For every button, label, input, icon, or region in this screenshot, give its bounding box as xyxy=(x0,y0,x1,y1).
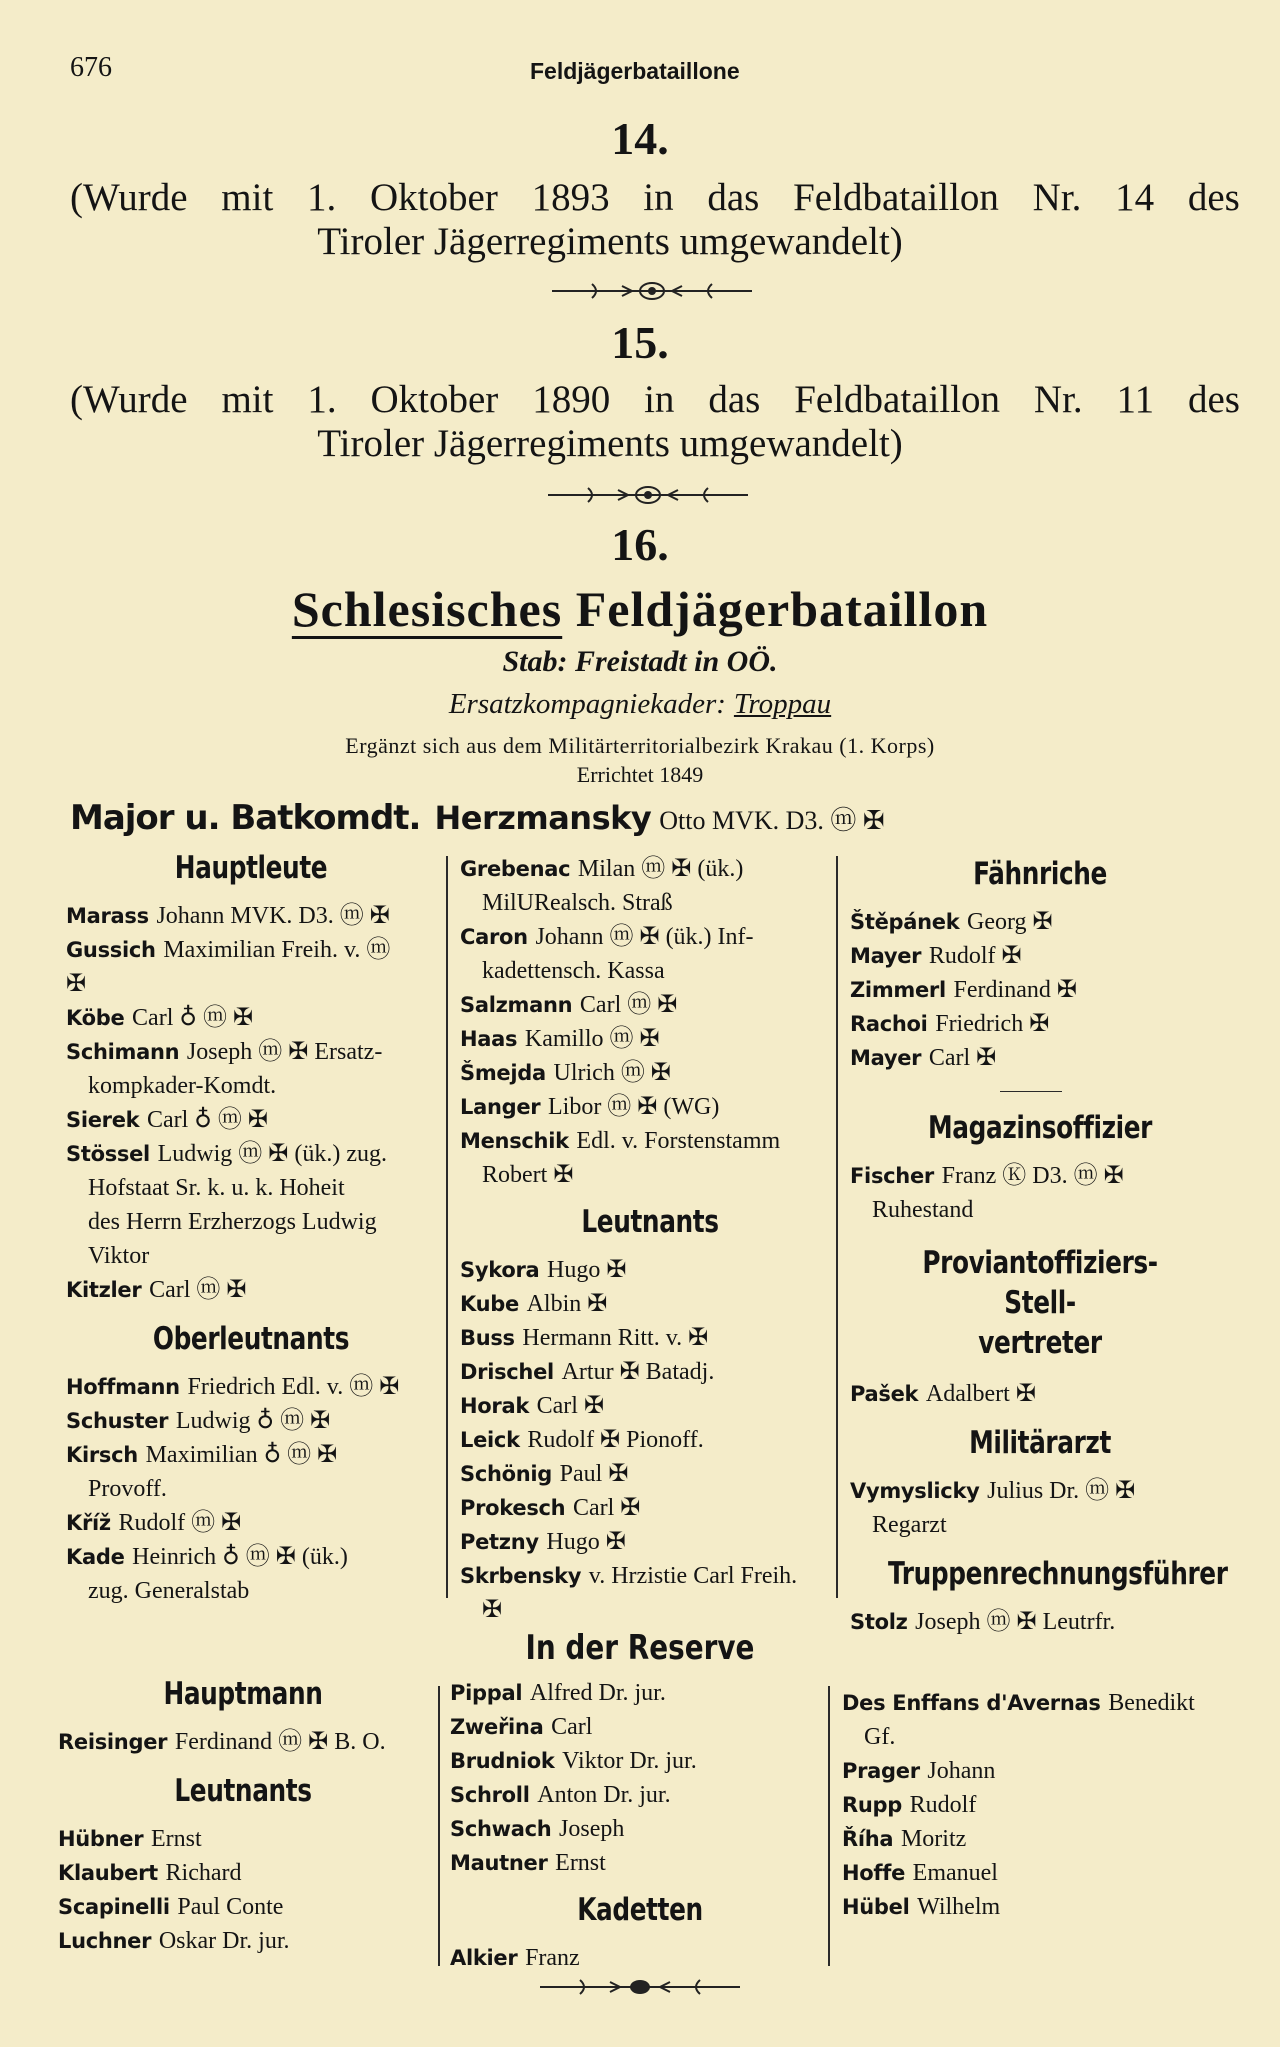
column-2 xyxy=(460,852,840,1627)
list-item xyxy=(842,1822,1242,1856)
entry-details: Joseph xyxy=(559,1816,625,1842)
note-word: Feldbataillon xyxy=(794,378,1001,421)
entry-details: des Herrn Erzherzogs Ludwig xyxy=(88,1209,377,1235)
heading-truppenrechnungsfuehrer: Truppenrechnungsführer xyxy=(888,1556,1228,1592)
surname: Köbe xyxy=(66,1006,125,1030)
note-word: 1893 xyxy=(531,176,610,219)
entry-details: Viktor xyxy=(88,1243,150,1269)
surname: Hübel xyxy=(842,1895,910,1919)
entry-details: Ludwig ♁ ⓜ ✠ xyxy=(175,1408,331,1434)
list-item xyxy=(450,1846,830,1880)
heading-in-der-reserve: In der Reserve xyxy=(525,1628,755,1668)
note-word: 11 xyxy=(1116,378,1155,421)
entry-details: Heinrich ♁ ⓜ ✠ (ük.) xyxy=(132,1544,348,1570)
list-item xyxy=(850,1041,1230,1075)
list-item xyxy=(460,1423,840,1457)
note-word: 14 xyxy=(1115,176,1155,219)
surname: Prager xyxy=(842,1759,920,1783)
list-item xyxy=(460,1559,840,1593)
surname: Alkier xyxy=(450,1946,518,1970)
surname: Mayer xyxy=(850,1046,922,1070)
list-proviantoffizier xyxy=(850,1377,1230,1411)
entry-details: Gf. xyxy=(864,1724,896,1750)
note-word: mit xyxy=(221,176,274,219)
surname: Rachoi xyxy=(850,1012,928,1036)
list-item xyxy=(450,1710,830,1744)
note-word: das xyxy=(708,378,761,421)
surname: Hoffe xyxy=(842,1861,906,1885)
surname: Petzny xyxy=(460,1530,539,1554)
entry-details: Hugo ✠ xyxy=(547,1257,627,1283)
short-rule xyxy=(1000,1091,1062,1092)
list-item xyxy=(460,1158,840,1192)
surname: Šmejda xyxy=(460,1061,546,1085)
note-word: Nr. xyxy=(1033,378,1083,421)
surname: Hoffmann xyxy=(66,1375,180,1399)
heading-proviant-b: vertreter xyxy=(978,1325,1102,1361)
list-item xyxy=(850,905,1230,939)
ersatz-line xyxy=(0,688,1280,721)
heading-kadetten: Kadetten xyxy=(577,1892,703,1928)
note-word: 1890 xyxy=(532,378,611,421)
surname: Leick xyxy=(460,1428,520,1452)
list-leutnants xyxy=(460,1253,840,1627)
note-word: in xyxy=(643,176,674,219)
list-item xyxy=(460,1525,840,1559)
entry-details: Franz Ⓚ D3. ⓜ ✠ xyxy=(941,1163,1124,1189)
list-item xyxy=(842,1720,1242,1754)
list-item xyxy=(460,1593,840,1627)
surname: Kitzler xyxy=(66,1278,142,1302)
erganzt-line: Ergänzt sich aus dem Militärterritorialbezirk Krakau (1. Korps) xyxy=(345,733,935,758)
entry-details: Johann ⓜ ✠ (ük.) Inf- xyxy=(535,924,754,950)
surname: Buss xyxy=(460,1326,515,1350)
list-item xyxy=(66,1540,436,1574)
entry-details: Hugo ✠ xyxy=(546,1529,626,1555)
list-item xyxy=(66,1001,436,1035)
list-item xyxy=(460,920,840,954)
note-word: Feldbataillon xyxy=(793,176,999,219)
surname: Sierek xyxy=(66,1108,140,1132)
column-divider xyxy=(836,856,838,1598)
list-item xyxy=(66,1069,436,1103)
list-item xyxy=(66,1205,436,1239)
surname: Schönig xyxy=(460,1462,553,1486)
list-hauptleute xyxy=(66,899,436,1307)
surname: Langer xyxy=(460,1095,541,1119)
surname: Kube xyxy=(460,1292,519,1316)
entry-details: v. Hrzistie Carl Freih. xyxy=(588,1563,798,1589)
running-title: Feldjägerbataillone xyxy=(530,58,740,84)
heading-proviant-a: Proviantoffiziers-Stell- xyxy=(922,1245,1158,1321)
surname: Gussich xyxy=(66,938,156,962)
surname: Zweřina xyxy=(450,1715,544,1739)
list-item xyxy=(460,886,840,920)
list-item xyxy=(460,852,840,886)
list-item xyxy=(58,1822,428,1856)
surname: Sykora xyxy=(460,1258,540,1282)
note-word: (Wurde xyxy=(70,176,188,219)
note-word: 1. xyxy=(307,176,337,219)
surname: Schuster xyxy=(66,1409,169,1433)
heading-reserve-leutnants: Leutnants xyxy=(174,1773,312,1809)
heading-leutnants: Leutnants xyxy=(581,1204,719,1240)
surname: Drischel xyxy=(460,1360,554,1384)
surname: Pašek xyxy=(850,1382,919,1406)
note-word: mit xyxy=(221,378,274,421)
entry-details: zug. Generalstab xyxy=(88,1578,250,1604)
entry-details: Milan ⓜ ✠ (ük.) xyxy=(577,856,744,882)
major-details: Otto MVK. D3. ⓜ ✠ xyxy=(659,806,885,835)
entry-details: MilURealsch. Straß xyxy=(482,890,673,916)
list-item xyxy=(66,1171,436,1205)
entry-details: Julius Dr. ⓜ ✠ xyxy=(987,1478,1136,1504)
entry-details: Oskar Dr. jur. xyxy=(158,1928,290,1954)
surname: Grebenac xyxy=(460,857,571,881)
list-item xyxy=(66,1438,436,1472)
note-word: des xyxy=(1187,176,1240,219)
errichtet-line: Errichtet 1849 xyxy=(576,762,704,787)
list-kadetten xyxy=(450,1941,830,1975)
entry-details: Richard xyxy=(165,1860,242,1886)
list-item xyxy=(460,1253,840,1287)
heading-oberleutnants: Oberleutnants xyxy=(152,1321,350,1357)
surname: Brudniok xyxy=(450,1749,555,1773)
surname: Rupp xyxy=(842,1793,902,1817)
surname: Mayer xyxy=(850,944,922,968)
major-name: Herzmansky xyxy=(434,799,652,837)
entry-details: Robert ✠ xyxy=(482,1162,574,1188)
heading-magazinsoffizier: Magazinsoffizier xyxy=(928,1110,1152,1146)
note-word: Oktober xyxy=(370,176,498,219)
entry-details: Ernst xyxy=(555,1850,606,1876)
list-item xyxy=(66,1404,436,1438)
heading-faehnriche: Fähnriche xyxy=(973,856,1107,892)
column-divider xyxy=(438,1686,440,1966)
ornament-divider xyxy=(540,1976,740,1998)
list-item xyxy=(450,1812,830,1846)
list-item xyxy=(450,1778,830,1812)
entry-details: Ludwig ⓜ ✠ (ük.) zug. xyxy=(157,1141,387,1167)
surname: Des Enffans d'Avernas xyxy=(842,1691,1101,1715)
entry-details: Rudolf ⓜ ✠ xyxy=(118,1510,242,1536)
surname: Říha xyxy=(842,1827,894,1851)
surname: Prokesch xyxy=(460,1496,566,1520)
surname: Horak xyxy=(460,1394,529,1418)
title-underlined-word: Schlesisches xyxy=(291,581,563,637)
ersatz-label: Ersatzkompagniekader: xyxy=(448,688,726,720)
entry-details: Ferdinand ✠ xyxy=(953,977,1077,1003)
list-magazinsoffizier xyxy=(850,1159,1230,1227)
list-item xyxy=(66,1035,436,1069)
note-word: in xyxy=(644,378,675,421)
list-item xyxy=(58,1890,428,1924)
surname: Kade xyxy=(66,1545,125,1569)
list-item xyxy=(66,1506,436,1540)
list-item xyxy=(850,1159,1230,1193)
list-item xyxy=(66,1239,436,1273)
list-item xyxy=(850,1193,1230,1227)
list-item xyxy=(850,973,1230,1007)
surname: Luchner xyxy=(58,1929,152,1953)
entry-details: Friedrich ✠ xyxy=(935,1011,1050,1037)
section-15-note xyxy=(70,378,1240,466)
surname: Reisinger xyxy=(58,1730,168,1754)
surname: Schwach xyxy=(450,1817,552,1841)
entry-details: Rudolf xyxy=(909,1792,977,1818)
list-item xyxy=(460,1321,840,1355)
entry-details: Carl ⓜ ✠ xyxy=(579,992,678,1018)
note-word: Nr. xyxy=(1032,176,1082,219)
major-line xyxy=(70,798,885,838)
list-item xyxy=(460,1090,840,1124)
entry-details: Carl ♁ ⓜ ✠ xyxy=(132,1005,254,1031)
surname: Skrbensky xyxy=(460,1564,582,1588)
surname: Menschik xyxy=(460,1129,569,1153)
list-item xyxy=(460,988,840,1022)
column-divider xyxy=(828,1686,830,1966)
list-item xyxy=(850,1474,1230,1508)
list-item xyxy=(66,1137,436,1171)
ornament-divider xyxy=(548,484,748,506)
entry-details: kadettensch. Kassa xyxy=(482,958,665,984)
list-militaerarzt xyxy=(850,1474,1230,1542)
entry-details: ✠ xyxy=(66,971,87,997)
entry-details: Emanuel xyxy=(912,1860,998,1886)
heading-militaerarzt: Militärarzt xyxy=(969,1425,1111,1461)
surname: Scapinelli xyxy=(58,1895,170,1919)
list-item xyxy=(850,1508,1230,1542)
section-14-line2: Tiroler Jägerregiments umgewandelt) xyxy=(317,220,903,263)
reserve-column-2 xyxy=(450,1676,830,1975)
major-rank: Major u. Batkomdt. xyxy=(70,798,421,838)
list-item xyxy=(460,1022,840,1056)
heading-hauptmann: Hauptmann xyxy=(163,1676,323,1712)
list-oberleutnants xyxy=(66,1370,436,1608)
entry-details: Hofstaat Sr. k. u. k. Hoheit xyxy=(88,1175,345,1201)
note-word: 1. xyxy=(307,378,337,421)
entry-details: Carl ✠ xyxy=(572,1495,641,1521)
list-item xyxy=(460,1491,840,1525)
list-item xyxy=(58,1856,428,1890)
entry-details: Johann MVK. D3. ⓜ ✠ xyxy=(156,903,390,929)
list-item xyxy=(842,1754,1242,1788)
list-item xyxy=(66,1574,436,1608)
entry-details: Ulrich ⓜ ✠ xyxy=(553,1060,671,1086)
list-item xyxy=(450,1744,830,1778)
list-item xyxy=(850,1377,1230,1411)
entry-details: Franz xyxy=(525,1945,580,1971)
surname: Vymyslicky xyxy=(850,1479,980,1503)
note-word: des xyxy=(1188,378,1240,421)
entry-details: Maximilian Freih. v. ⓜ xyxy=(163,937,391,963)
entry-details: Kamillo ⓜ ✠ xyxy=(524,1026,660,1052)
surname: Klaubert xyxy=(58,1861,158,1885)
column-divider xyxy=(446,856,448,1598)
surname: Stössel xyxy=(66,1142,150,1166)
list-item xyxy=(460,1389,840,1423)
entry-details: Carl ✠ xyxy=(536,1393,605,1419)
surname: Fischer xyxy=(850,1164,934,1188)
entry-details: Carl ✠ xyxy=(928,1045,997,1071)
heading-hauptleute: Hauptleute xyxy=(174,850,328,886)
entry-details: Alfred Dr. jur. xyxy=(529,1680,666,1706)
entry-details: Anton Dr. jur. xyxy=(537,1782,671,1808)
list-reserve-leutnants xyxy=(58,1822,428,1958)
entry-details: Paul Conte xyxy=(177,1894,284,1920)
entry-details: Wilhelm xyxy=(917,1894,1001,1920)
surname: Haas xyxy=(460,1027,518,1051)
entry-details: Paul ✠ xyxy=(559,1461,629,1487)
ersatz-value: Troppau xyxy=(733,688,832,720)
list-item xyxy=(842,1788,1242,1822)
list-item xyxy=(460,954,840,988)
surname: Štěpánek xyxy=(850,910,960,934)
entry-details: Rudolf ✠ xyxy=(928,943,1022,969)
entry-details: Carl ⓜ ✠ xyxy=(149,1277,247,1303)
list-item xyxy=(460,1124,840,1158)
surname: Mautner xyxy=(450,1851,548,1875)
surname: Stolz xyxy=(850,1610,908,1634)
surname: Zimmerl xyxy=(850,978,946,1002)
section-14-note xyxy=(70,176,1240,264)
list-item xyxy=(850,1007,1230,1041)
entry-details: Adalbert ✠ xyxy=(925,1381,1036,1407)
list-item xyxy=(66,1472,436,1506)
surname: Kříž xyxy=(66,1511,111,1535)
title-rest: Feldjägerbataillon xyxy=(562,581,989,637)
entry-details: Johann xyxy=(927,1758,996,1784)
entry-details: Rudolf ✠ Pionoff. xyxy=(527,1427,704,1453)
reserve-column-1 xyxy=(58,1672,428,1958)
section-14-line1 xyxy=(70,176,1240,220)
list-item xyxy=(460,1056,840,1090)
section-14-number: 14. xyxy=(611,113,669,164)
entry-details: Joseph ⓜ ✠ Leutrfr. xyxy=(915,1609,1116,1635)
entry-details: Ferdinand ⓜ ✠ B. O. xyxy=(174,1729,386,1755)
entry-details: Artur ✠ Batadj. xyxy=(561,1359,715,1385)
ornament-divider xyxy=(552,280,752,302)
section-15-line2: Tiroler Jägerregiments umgewandelt) xyxy=(317,422,903,465)
surname: Marass xyxy=(66,904,149,928)
list-item xyxy=(66,933,436,967)
reserve-column-3 xyxy=(842,1686,1242,1924)
entry-details: Ernst xyxy=(150,1826,202,1852)
entry-details: Edl. v. Forstenstamm xyxy=(576,1128,781,1154)
list-item xyxy=(66,1103,436,1137)
surname: Hübner xyxy=(58,1827,144,1851)
list-item xyxy=(450,1941,830,1975)
entry-details: Viktor Dr. jur. xyxy=(562,1748,697,1774)
column-3 xyxy=(850,852,1230,1639)
entry-details: Joseph ⓜ ✠ Ersatz- xyxy=(186,1039,383,1065)
list-item xyxy=(460,1287,840,1321)
entry-details: Moritz xyxy=(900,1826,967,1852)
list-item xyxy=(58,1725,428,1759)
entry-details: Maximilian ♁ ⓜ ✠ xyxy=(145,1442,338,1468)
surname: Schimann xyxy=(66,1040,180,1064)
list-item xyxy=(66,967,436,1001)
list-faehnriche xyxy=(850,905,1230,1075)
section-15-number: 15. xyxy=(611,317,669,368)
surname: Schroll xyxy=(450,1783,530,1807)
stab-line: Stab: Freistadt in OÖ. xyxy=(502,645,778,678)
list-reserve-hauptmann xyxy=(58,1725,428,1759)
note-word: das xyxy=(707,176,760,219)
column-1 xyxy=(66,846,436,1608)
list-item xyxy=(450,1676,830,1710)
entry-details: Hermann Ritt. v. ✠ xyxy=(522,1325,709,1351)
section-16-title xyxy=(0,580,1280,638)
entry-details: Albin ✠ xyxy=(526,1291,608,1317)
list-item xyxy=(66,1370,436,1404)
surname: Pippal xyxy=(450,1681,523,1705)
list-reserve-col3 xyxy=(842,1686,1242,1924)
list-item xyxy=(842,1890,1242,1924)
entry-details: Friedrich Edl. v. ⓜ ✠ xyxy=(187,1374,400,1400)
entry-details: ✠ xyxy=(482,1597,503,1623)
list-item xyxy=(460,1355,840,1389)
list-item xyxy=(58,1924,428,1958)
note-word: Oktober xyxy=(370,378,499,421)
entry-details: Regarzt xyxy=(872,1512,947,1538)
surname: Kirsch xyxy=(66,1443,138,1467)
list-item xyxy=(460,1457,840,1491)
entry-details: Provoff. xyxy=(88,1476,167,1502)
list-item xyxy=(842,1856,1242,1890)
list-item xyxy=(66,899,436,933)
list-item xyxy=(850,939,1230,973)
entry-details: Benedikt xyxy=(1108,1690,1195,1716)
list-item xyxy=(842,1686,1242,1720)
entry-details: Georg ✠ xyxy=(967,909,1053,935)
note-word: (Wurde xyxy=(70,378,188,421)
surname: Salzmann xyxy=(460,993,573,1017)
page-number: 676 xyxy=(70,52,112,83)
section-16-number: 16. xyxy=(611,519,669,570)
entry-details: Ruhestand xyxy=(872,1197,974,1223)
list-reserve-col2 xyxy=(450,1676,830,1880)
entry-details: Carl xyxy=(551,1714,593,1740)
list-item xyxy=(66,1273,436,1307)
section-15-line1 xyxy=(70,378,1240,422)
entry-details: kompkader-Komdt. xyxy=(88,1073,277,1099)
entry-details: Libor ⓜ ✠ (WG) xyxy=(547,1094,720,1120)
surname: Caron xyxy=(460,925,528,949)
entry-details: Carl ♁ ⓜ ✠ xyxy=(146,1107,268,1133)
heading-proviantoffizier xyxy=(888,1243,1192,1363)
list-hauptleute-cont xyxy=(460,852,840,1192)
